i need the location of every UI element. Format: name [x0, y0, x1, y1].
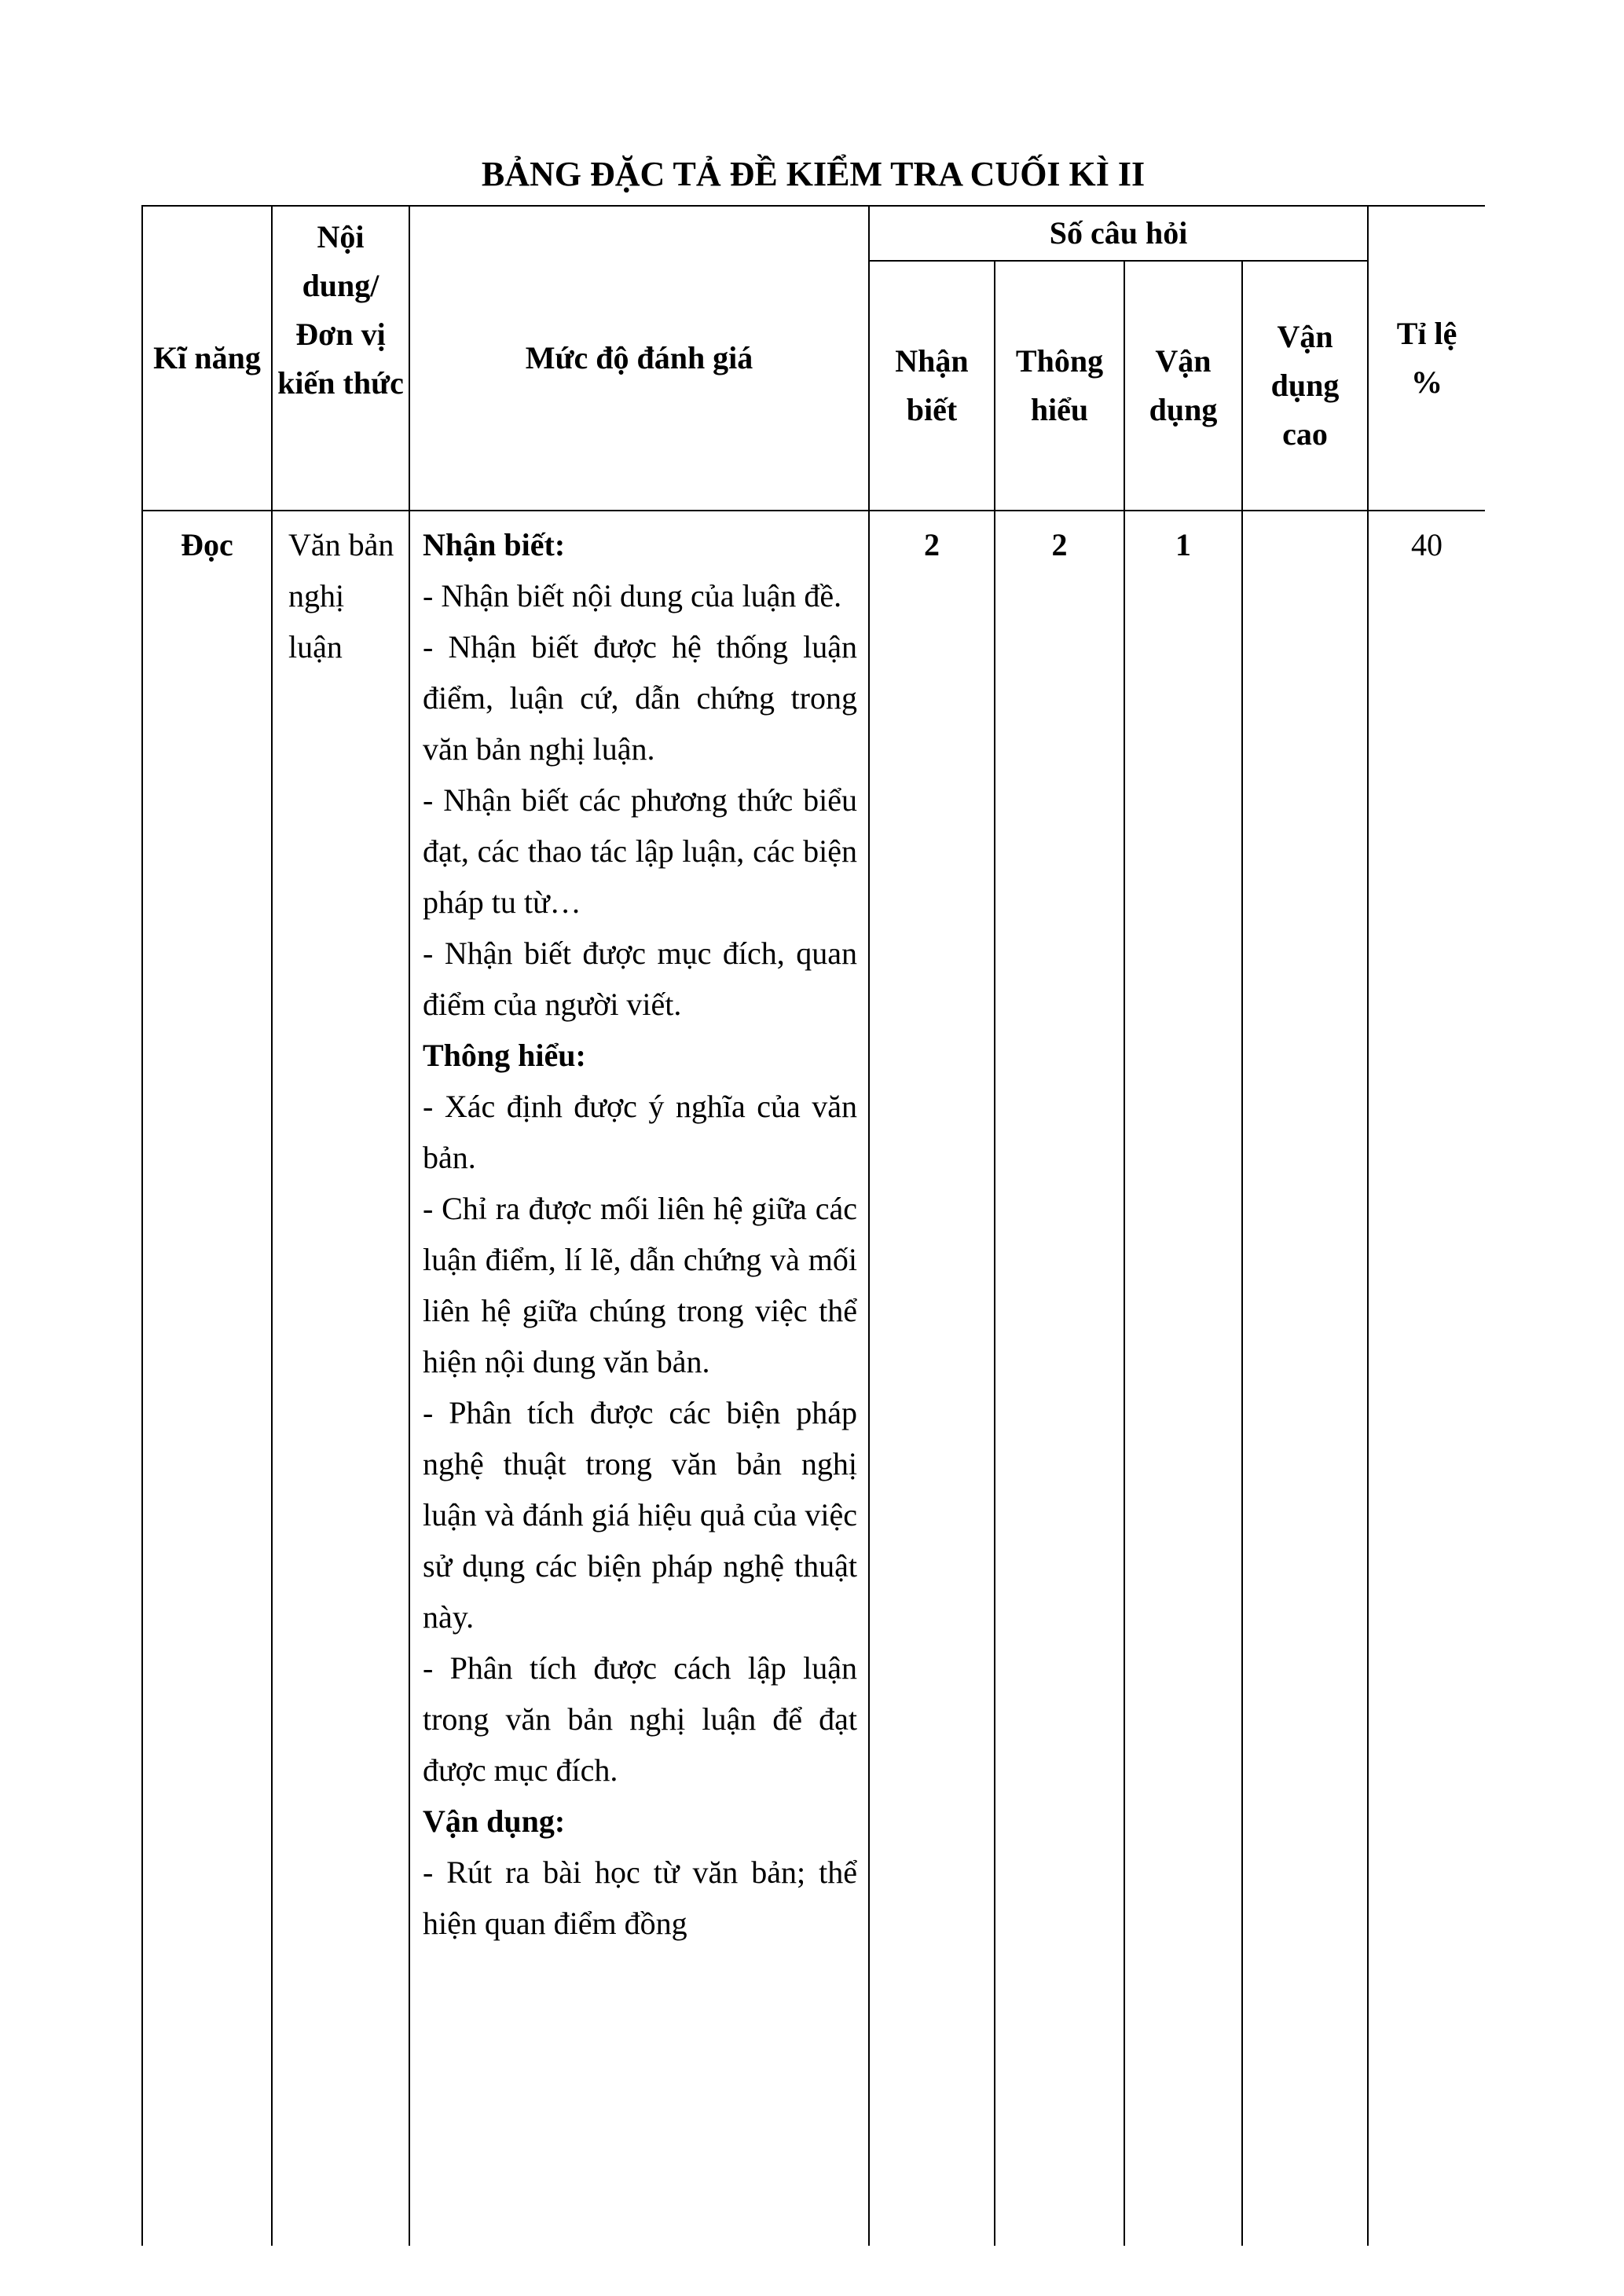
table-clip-region — [141, 205, 1485, 2246]
header-row-top — [142, 206, 1485, 261]
assessment-item: - Chỉ ra được mối liên hệ giữa các luận điểm, lí lẽ, dẫn chứng và mối liên hệ giữa chúng trong việc thể hiện nội dung văn bản. — [423, 1191, 857, 1379]
header-level-high-application: Vận dụng cao — [1242, 261, 1368, 511]
cell-count-application: 1 — [1124, 511, 1242, 2246]
header-ratio: Tỉ lệ % — [1368, 206, 1485, 511]
assessment-item: - Xác định được ý nghĩa của văn bản. — [423, 1089, 857, 1175]
page-title: BẢNG ĐẶC TẢ ĐỀ KIỂM TRA CUỐI KÌ II — [481, 155, 1146, 193]
table-row — [142, 511, 1485, 2246]
header-level-recognition: Nhận biết — [869, 261, 995, 511]
cell-count-comprehension: 2 — [995, 511, 1124, 2246]
assessment-item: - Nhận biết nội dung của luận đề. — [423, 578, 842, 613]
cell-content-unit: Văn bản nghị luận — [272, 511, 409, 2246]
assessment-item: - Nhận biết được hệ thống luận điểm, luận cứ, dẫn chứng trong văn bản nghị luận. — [423, 629, 857, 767]
table-header — [142, 206, 1485, 511]
header-skill: Kĩ năng — [142, 206, 272, 511]
header-question-count: Số câu hỏi — [869, 206, 1368, 261]
assessment-heading-comprehension: Thông hiểu: — [423, 1038, 586, 1073]
assessment-item: - Rút ra bài học từ văn bản; thể hiện quan điểm đồng — [423, 1855, 857, 1941]
assessment-heading-application: Vận dụng: — [423, 1803, 566, 1839]
cell-skill: Đọc — [142, 511, 272, 2246]
cell-count-high-application — [1242, 511, 1368, 2246]
assessment-heading-recognition: Nhận biết: — [423, 527, 566, 562]
header-assessment-level: Mức độ đánh giá — [409, 206, 869, 511]
header-content-unit: Nội dung/ Đơn vị kiến thức — [272, 206, 409, 511]
assessment-item: - Phân tích được các biện pháp nghệ thuật trong văn bản nghị luận và đánh giá hiệu quả của việc sử dụng các biện pháp nghệ thuật này. — [423, 1395, 857, 1635]
assessment-item: - Phân tích được cách lập luận trong văn bản nghị luận để đạt được mục đích. — [423, 1650, 857, 1788]
cell-assessment — [409, 511, 869, 2246]
cell-count-recognition: 2 — [869, 511, 995, 2246]
header-level-application: Vận dụng — [1124, 261, 1242, 511]
header-level-comprehension: Thông hiểu — [995, 261, 1124, 511]
cell-ratio: 40 — [1368, 511, 1485, 2246]
assessment-item: - Nhận biết được mục đích, quan điểm của người viết. — [423, 936, 857, 1022]
spec-table — [141, 205, 1485, 2246]
assessment-item: - Nhận biết các phương thức biểu đạt, các thao tác lập luận, các biện pháp tu từ… — [423, 782, 857, 920]
